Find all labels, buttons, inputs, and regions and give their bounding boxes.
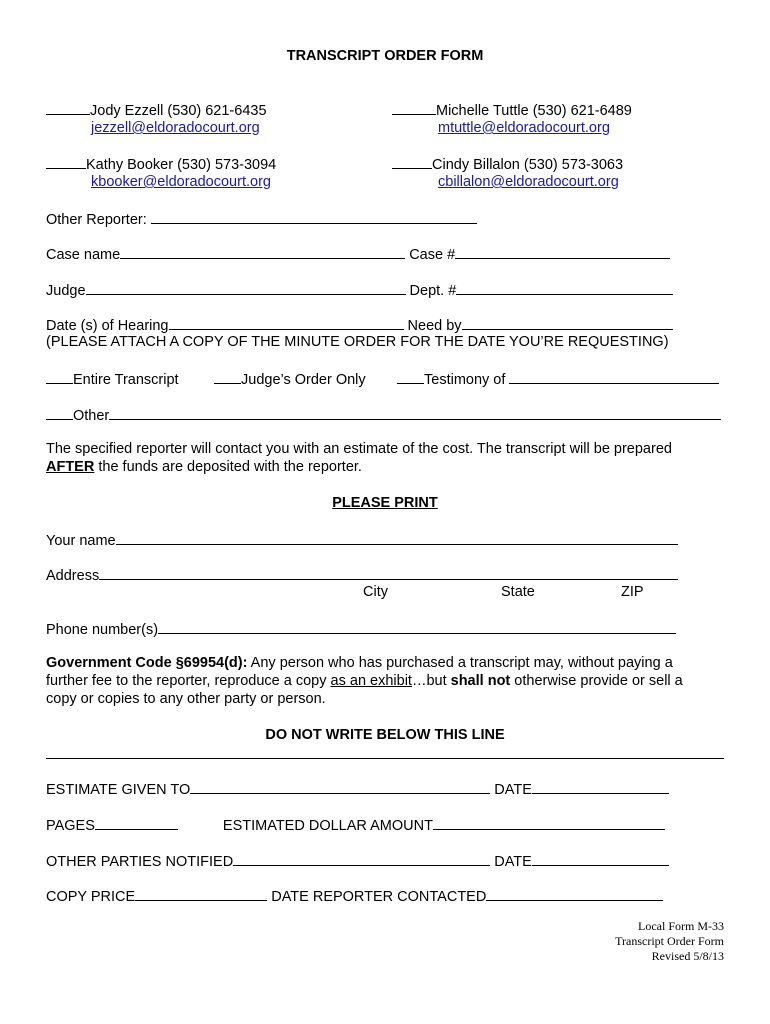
- state-caption: State: [501, 584, 535, 600]
- reporter-email-link[interactable]: kbooker@eldoradocourt.org: [91, 174, 271, 190]
- your-name-row: [46, 530, 678, 550]
- copy-price-row: [46, 886, 663, 906]
- option-label: Judge’s Order Only: [241, 372, 366, 388]
- case-number-field[interactable]: [455, 244, 670, 259]
- phone-row: [46, 619, 676, 639]
- gov-code-line1: [46, 654, 673, 672]
- reporter-email-link[interactable]: jezzell@eldoradocourt.org: [91, 120, 260, 136]
- hearing-date-label: Date (s) of Hearing: [46, 318, 169, 334]
- option-entire-transcript[interactable]: [46, 369, 179, 389]
- estimate-given-to-label: ESTIMATE GIVEN TO: [46, 782, 191, 798]
- case-row: [46, 244, 670, 264]
- city-caption: City: [363, 584, 388, 600]
- other-reporter-label: Other Reporter:: [46, 212, 147, 228]
- option-label: Testimony of: [424, 372, 506, 388]
- option-check-blank[interactable]: [46, 369, 73, 384]
- do-not-write-heading: DO NOT WRITE BELOW THIS LINE: [265, 727, 505, 743]
- other-reporter-row: [46, 209, 477, 229]
- estimate-notice-line1: The specified reporter will contact you with an estimate of the cost. The transcript will be prepared: [46, 441, 672, 457]
- option-other[interactable]: [46, 405, 721, 425]
- case-name-field[interactable]: [120, 244, 405, 259]
- copy-price-label: COPY PRICE: [46, 889, 136, 905]
- option-check-blank[interactable]: [214, 369, 241, 384]
- reporter-check-blank[interactable]: [46, 154, 86, 169]
- footer-revised: Revised 5/8/13: [651, 949, 724, 963]
- address-field[interactable]: [99, 565, 678, 580]
- address-row: [46, 565, 678, 585]
- hearing-date-field[interactable]: [169, 315, 404, 330]
- date-label: DATE: [494, 782, 532, 798]
- dept-field[interactable]: [456, 280, 673, 295]
- other-parties-date-field[interactable]: [532, 851, 669, 866]
- estimate-row: [46, 779, 669, 799]
- reporter-check-blank[interactable]: [392, 100, 436, 115]
- reporter-option-jody[interactable]: [46, 100, 267, 120]
- gov-code-text: further fee to the reporter, reproduce a copy: [46, 673, 331, 689]
- reporter-name: Kathy Booker (530) 573-3094: [86, 157, 277, 173]
- address-label: Address: [46, 568, 100, 584]
- reporter-option-michelle[interactable]: [392, 100, 632, 120]
- date-reporter-contacted-field[interactable]: [486, 886, 663, 901]
- reporter-check-blank[interactable]: [392, 154, 432, 169]
- copy-price-field[interactable]: [135, 886, 267, 901]
- reporter-name: Michelle Tuttle (530) 621-6489: [436, 103, 632, 119]
- option-judges-order[interactable]: [214, 369, 366, 389]
- shall-not-emphasis: shall not: [450, 673, 511, 689]
- pages-label: PAGES: [46, 818, 95, 834]
- judge-row: [46, 280, 673, 300]
- testimony-of-field[interactable]: [509, 369, 719, 384]
- hearing-row: [46, 315, 673, 335]
- estimate-date-field[interactable]: [532, 779, 669, 794]
- your-name-label: Your name: [46, 533, 116, 549]
- date-label: DATE: [494, 854, 532, 870]
- reporter-option-cindy[interactable]: [392, 154, 623, 174]
- case-name-label: Case name: [46, 247, 121, 263]
- option-label: Entire Transcript: [73, 372, 179, 388]
- pages-row: [46, 815, 665, 835]
- other-parties-field[interactable]: [233, 851, 490, 866]
- reporter-email-link[interactable]: cbillalon@eldoradocourt.org: [438, 174, 619, 190]
- other-parties-row: [46, 851, 669, 871]
- need-by-label: Need by: [407, 318, 462, 334]
- estimate-notice-line2: [46, 458, 362, 476]
- zip-caption: ZIP: [621, 584, 644, 600]
- dept-label: Dept. #: [409, 283, 457, 299]
- other-parties-label: OTHER PARTIES NOTIFIED: [46, 854, 234, 870]
- option-check-blank[interactable]: [397, 369, 424, 384]
- footer-form-name: Transcript Order Form: [615, 934, 724, 948]
- gov-code-text: otherwise provide or sell a: [510, 673, 683, 689]
- reporter-email-link[interactable]: mtuttle@eldoradocourt.org: [438, 120, 610, 136]
- reporter-name: Jody Ezzell (530) 621-6435: [90, 103, 267, 119]
- your-name-field[interactable]: [116, 530, 678, 545]
- notice-text: the funds are deposited with the reporter.: [94, 459, 362, 475]
- gov-code-text: …but: [411, 673, 451, 689]
- judge-label: Judge: [46, 283, 86, 299]
- judge-field[interactable]: [86, 280, 406, 295]
- after-emphasis: AFTER: [46, 459, 95, 475]
- estimated-amount-label: ESTIMATED DOLLAR AMOUNT: [222, 818, 433, 834]
- pages-field[interactable]: [95, 815, 178, 830]
- other-reporter-field[interactable]: [151, 209, 477, 224]
- gov-code-line3: copy or copies to any other party or person.: [46, 691, 326, 707]
- please-print-heading: PLEASE PRINT: [332, 495, 438, 511]
- phone-label: Phone number(s): [46, 622, 159, 638]
- gov-code-label: Government Code §69954(d):: [46, 655, 248, 671]
- date-reporter-contacted-label: DATE REPORTER CONTACTED: [271, 889, 487, 905]
- form-title: TRANSCRIPT ORDER FORM: [286, 48, 484, 64]
- reporter-option-kathy[interactable]: [46, 154, 276, 174]
- option-label: Other: [73, 408, 110, 424]
- reporter-name: Cindy Billalon (530) 573-3063: [432, 157, 624, 173]
- reporter-check-blank[interactable]: [46, 100, 90, 115]
- estimated-amount-field[interactable]: [433, 815, 665, 830]
- need-by-field[interactable]: [462, 315, 673, 330]
- gov-code-line2: [46, 672, 683, 690]
- phone-field[interactable]: [158, 619, 676, 634]
- estimate-given-to-field[interactable]: [190, 779, 490, 794]
- other-field[interactable]: [109, 405, 721, 420]
- divider-line: [46, 758, 724, 759]
- footer-form-number: Local Form M-33: [638, 919, 724, 933]
- option-check-blank[interactable]: [46, 405, 73, 420]
- attach-minute-order-note: (PLEASE ATTACH A COPY OF THE MINUTE ORDER FOR THE DATE YOU’RE REQUESTING): [46, 334, 669, 350]
- gov-code-text: Any person who has purchased a transcript may, without paying a: [247, 655, 673, 671]
- option-testimony[interactable]: [397, 369, 719, 389]
- as-an-exhibit-text: as an exhibit: [330, 673, 412, 689]
- case-number-label: Case #: [409, 247, 456, 263]
